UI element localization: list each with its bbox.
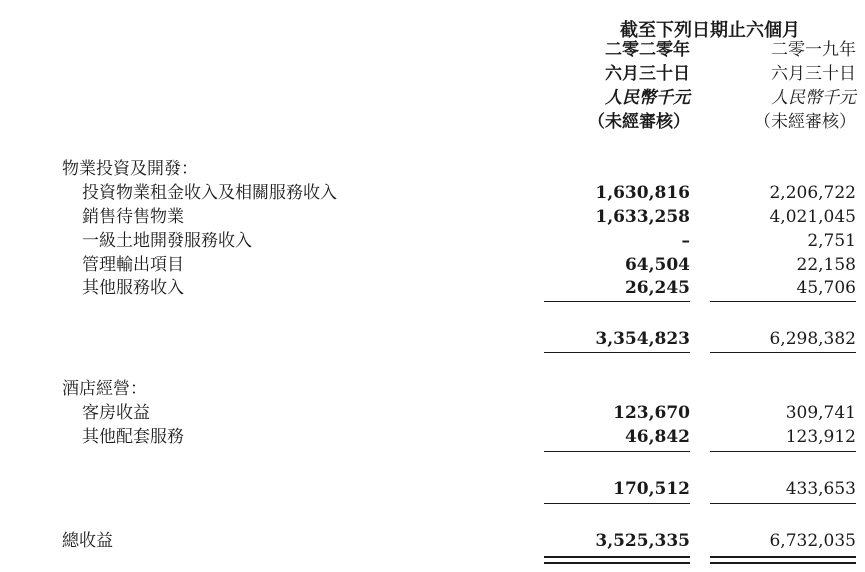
- col1-year: 二零二零年: [605, 40, 690, 60]
- total-double-rule: [710, 556, 856, 564]
- total-label: 總收益: [62, 531, 113, 551]
- row-value-2019: 309,741: [785, 403, 856, 423]
- subtotal-2020: 170,512: [613, 479, 690, 499]
- row-value-2020: 64,504: [624, 255, 690, 275]
- subtotal-rule: [710, 451, 856, 452]
- row-value-2020: 26,245: [624, 278, 690, 298]
- subtotal-end-rule: [710, 503, 856, 504]
- col1-audit: （未經審核）: [588, 112, 690, 132]
- period-heading: 截至下列日期止六個月: [620, 20, 800, 41]
- col2-currency: 人民幣千元: [771, 88, 856, 108]
- subtotal-rule: [710, 301, 856, 302]
- col2-audit: （未經審核）: [754, 112, 856, 132]
- row-value-2019: 2,206,722: [769, 183, 856, 203]
- col1-date: 六月三十日: [605, 64, 690, 84]
- row-label: 管理輸出項目: [82, 255, 184, 275]
- row-label: 投資物業租金收入及相關服務收入: [82, 183, 337, 203]
- row-value-2020: 1,633,258: [595, 207, 690, 227]
- row-value-2019: 4,021,045: [769, 207, 856, 227]
- row-value-2019: 22,158: [796, 255, 856, 275]
- subtotal-end-rule: [544, 503, 690, 504]
- subtotal-end-rule: [710, 352, 856, 353]
- section-title-property: 物業投資及開發：: [62, 159, 198, 179]
- row-label: 客房收益: [82, 403, 150, 423]
- col2-year: 二零一九年: [771, 40, 856, 60]
- row-value-2019: 45,706: [796, 278, 856, 298]
- subtotal-rule: [544, 301, 690, 302]
- row-value-2020: –: [681, 231, 690, 251]
- subtotal-rule: [544, 451, 690, 452]
- total-2019: 6,732,035: [769, 531, 856, 551]
- subtotal-end-rule: [544, 352, 690, 353]
- subtotal-2019: 6,298,382: [769, 329, 856, 349]
- row-value-2020: 1,630,816: [595, 183, 690, 203]
- row-value-2020: 46,842: [624, 427, 690, 447]
- row-label: 其他配套服務: [82, 427, 184, 447]
- col1-currency: 人民幣千元: [605, 88, 690, 108]
- total-2020: 3,525,335: [595, 531, 690, 551]
- row-value-2019: 2,751: [807, 231, 856, 251]
- row-label: 其他服務收入: [82, 278, 184, 298]
- row-label: 一級土地開發服務收入: [82, 231, 252, 251]
- subtotal-2019: 433,653: [785, 479, 856, 499]
- row-value-2020: 123,670: [613, 403, 690, 423]
- col2-date: 六月三十日: [771, 64, 856, 84]
- row-label: 銷售待售物業: [82, 207, 184, 227]
- section-title-hotel: 酒店經營：: [62, 379, 147, 399]
- subtotal-2020: 3,354,823: [595, 329, 690, 349]
- total-double-rule: [544, 556, 690, 564]
- row-value-2019: 123,912: [785, 427, 856, 447]
